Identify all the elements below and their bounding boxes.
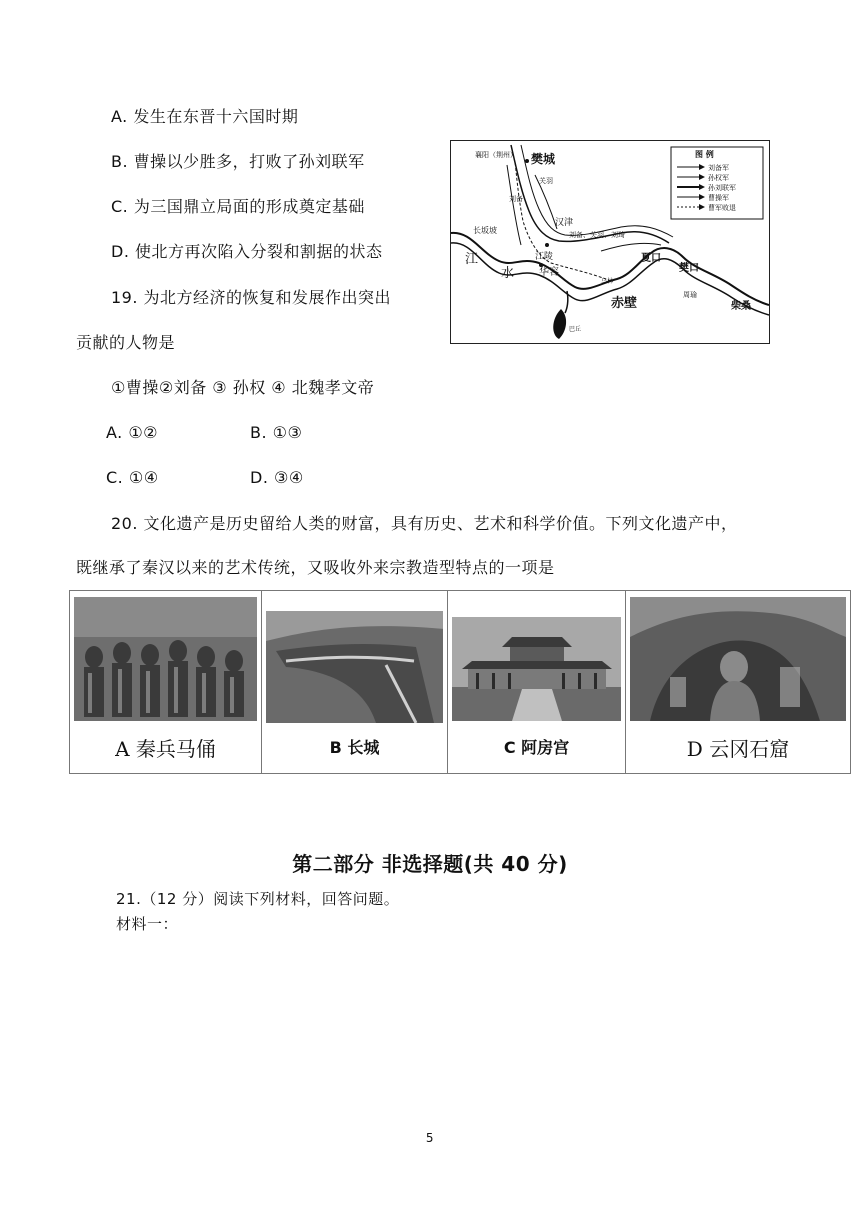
yungang-grottoes-photo (630, 597, 846, 721)
legend-caocao: 曹操军 (708, 194, 729, 202)
caption-a: A 秦兵马俑 (115, 737, 216, 761)
q19-option-a: A. ①② (106, 423, 159, 442)
caption-c: C 阿房宫 (503, 738, 570, 757)
great-wall-photo (266, 611, 443, 723)
material1-label: 材料一： (116, 915, 179, 933)
place-zhouyu: 周瑜 (683, 291, 697, 299)
caption-b: B 长城 (329, 738, 380, 757)
label-guanyu: 关羽 (539, 177, 553, 185)
place-xiakou: 夏口 (641, 253, 661, 264)
place-jiangling: 江陵 (535, 252, 554, 262)
place-xiangyang: 襄阳（荆州） (475, 151, 517, 159)
place-huarong: 华容 (539, 267, 559, 278)
page-number: 5 (425, 1131, 435, 1145)
picture-cell-a (70, 591, 262, 773)
place-chibi: 赤壁 (611, 296, 638, 311)
q19-option-c: C. ①④ (106, 468, 159, 487)
legend-allied: 孙刘联军 (708, 184, 736, 192)
label-liubei-group: 刘备、关羽、刘琦 (569, 231, 625, 239)
caption-d: D 云冈石窟 (686, 737, 790, 761)
terracotta-warriors-photo (74, 597, 257, 721)
q18-option-a: A. 发生在东晋十六国时期 (111, 107, 299, 126)
heritage-picture-table (69, 590, 851, 774)
place-fankou: 樊口 (679, 263, 699, 274)
picture-cell-c (448, 591, 626, 773)
river-jiang: 江 (465, 252, 479, 267)
q19-stem-line2: 贡献的人物是 (76, 333, 176, 352)
place-baqiu: 巴丘 (569, 326, 582, 333)
q19-stem-line1: 19. 为北方经济的恢复和发展作出突出 (111, 288, 392, 307)
part2-title: 第二部分 非选择题(共 40 分) (292, 852, 568, 876)
legend-sunquan: 孙权军 (708, 174, 729, 182)
picture-cell-d (626, 591, 850, 773)
q19-option-d: D. ③④ (250, 468, 304, 487)
epang-palace-photo (452, 617, 621, 721)
q19-option-b: B. ①③ (250, 423, 303, 442)
legend-liubei: 刘备军 (708, 164, 729, 172)
legend-retreat: 曹军败退 (708, 204, 736, 212)
place-chaisang: 柴桑 (731, 301, 751, 312)
q18-option-c: C. 为三国鼎立局面的形成奠定基础 (111, 197, 365, 216)
place-fancheng: 樊城 (531, 152, 556, 166)
map-legend-title: 图 例 (695, 150, 714, 159)
q20-stem-line1: 20. 文化遗产是历史留给人类的财富，具有历史、艺术和科学价值。下列文化遗产中， (111, 514, 738, 533)
place-wulin: 乌林 (601, 278, 614, 285)
place-changbanpo: 长坂坡 (473, 226, 497, 235)
label-liubei: 刘备 (509, 195, 523, 203)
q21-stem: 21.（12 分）阅读下列材料，回答问题。 (116, 890, 400, 908)
q20-stem-line2: 既继承了秦汉以来的艺术传统，又吸收外来宗教造型特点的一项是 (76, 558, 555, 577)
q18-option-d: D. 使北方再次陷入分裂和割据的状态 (111, 242, 383, 261)
place-hanjin: 汉津 (555, 218, 574, 228)
q19-items: ①曹操②刘备 ③ 孙权 ④ 北魏孝文帝 (111, 378, 375, 397)
picture-cell-b (262, 591, 448, 773)
q18-option-b: B. 曹操以少胜多，打败了孙刘联军 (111, 152, 365, 171)
river-shui: 水 (501, 266, 515, 281)
chibi-battle-map (450, 140, 770, 344)
